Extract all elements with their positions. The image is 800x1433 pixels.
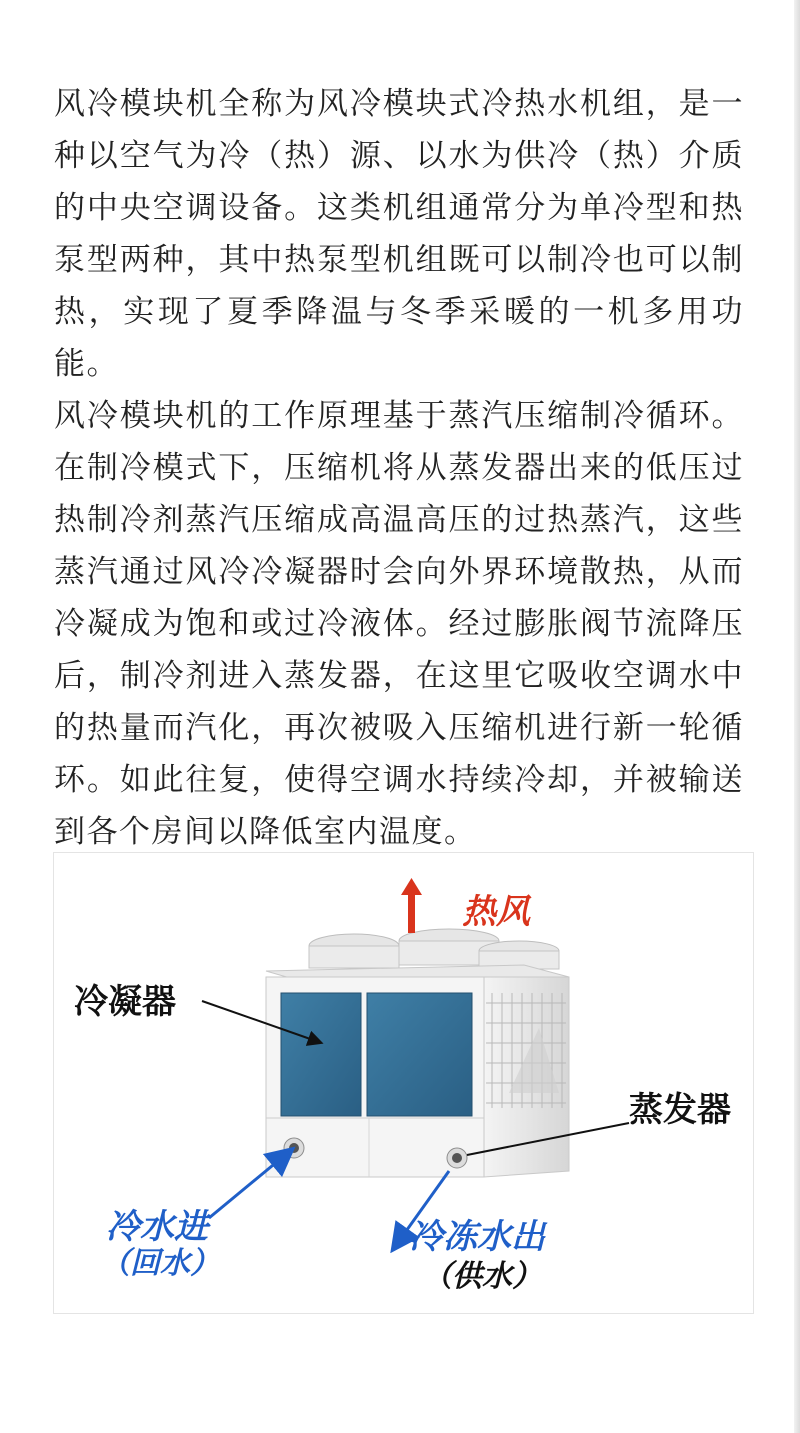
water-in-arrow xyxy=(209,1156,284,1218)
water-outlet-port xyxy=(447,1148,467,1168)
label-chilled-water-out-sub: （供水） xyxy=(422,1259,542,1294)
label-cold-water-in-sub: （回水） xyxy=(100,1246,220,1281)
paragraph-intro: 风冷模块机全称为风冷模块式冷热水机组，是一种以空气为冷（热）源、以水为供冷（热）介质的中央空调设备。这类机组通常分为单冷型和热泵型两种，其中热泵型机组既可以制冷也可以制热，实现了夏季降温与冬季采暖的一机多用功能。 xyxy=(54,86,744,382)
label-hot-air: 热风 xyxy=(462,892,530,932)
label-cold-water-in: 冷水进 xyxy=(106,1207,208,1247)
condenser-coil-right xyxy=(367,993,472,1116)
label-condenser: 冷凝器 xyxy=(74,982,176,1022)
paragraph-principle: 风冷模块机的工作原理基于蒸汽压缩制冷循环。在制冷模式下，压缩机将从蒸发器出来的低压过热制冷剂蒸汽压缩成高温高压的过热蒸汽，这些蒸汽通过风冷冷凝器时会向外界环境散热，从而冷凝成为饱和或过冷液体。经过膨胀阀节流降压后，制冷剂进入蒸发器，在这里它吸收空调水中的热量而汽化，再次被吸入压缩机进行新一轮循环。如此往复，使得空调水持续冷却，并被输送到各个房间以降低室内温度。 xyxy=(54,398,744,850)
fan-housing-group xyxy=(309,929,559,969)
condenser-coil-left xyxy=(281,993,361,1116)
hot-air-arrow xyxy=(401,878,422,933)
page-edge-shadow xyxy=(794,0,800,1433)
article-body xyxy=(54,78,744,858)
chiller-illustration xyxy=(54,853,753,1313)
label-evaporator: 蒸发器 xyxy=(629,1090,731,1130)
water-inlet-port xyxy=(284,1138,304,1158)
label-chilled-water-out: 冷冻水出 xyxy=(409,1217,545,1257)
chiller-diagram-figure xyxy=(53,852,754,1314)
